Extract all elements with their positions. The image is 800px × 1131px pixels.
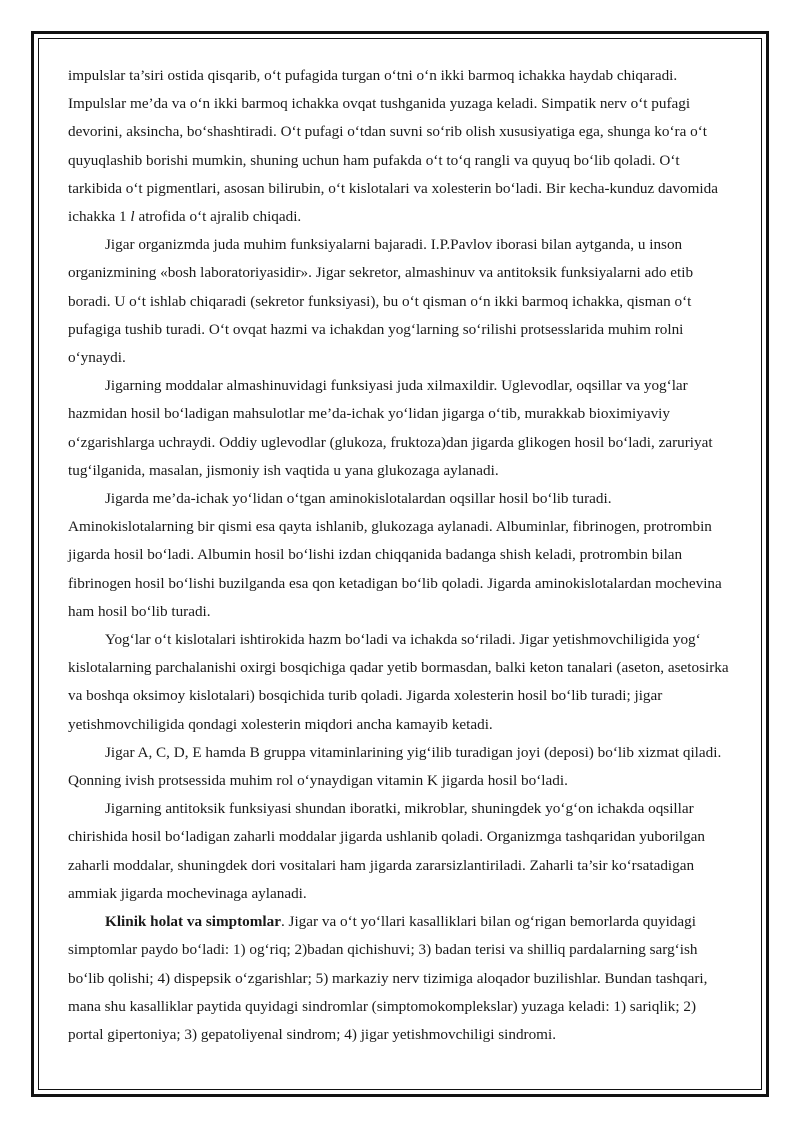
paragraph-4: Jigarda me’da-ichak yo‘lidan o‘tgan aminokislotalardan oqsillar hosil bo‘lib turadi. Aminokislotalarning bir qismi esa qayta ishlanib, glukozaga aylanadi. Albuminlar, fibrinogen, protrombin jigarda hosil bo‘ladi. Albumin hosil bo‘lishi izdan chiqqanida badanga shish keladi, protrombin bilan fibrinogen hosil bo‘lishi buzilganda esa qon ketadigan bo‘lib qoladi. Jigarda aminokislotalardan mochevina ham hosil bo‘lib turadi. xyxy=(68,490,722,620)
paragraph-6: Jigar A, C, D, E hamda B gruppa vitaminlarining yig‘ilib turadigan joyi (deposi) bo‘lib xizmat qiladi. Qonning ivish protsessida muhim rol o‘ynaydigan vitamin K jigarda hosil bo‘ladi. xyxy=(68,743,722,790)
paragraph-8-text: . Jigar va o‘t yo‘llari kasalliklari bilan og‘rigan bemorlarda quyidagi simptomlar paydo bo‘ladi: 1) og‘riq; 2)badan qichishuvi; 3) badan terisi va shilliq pardalarning sarg‘ish bo‘lib qolishi; 4) dispepsik o‘zgarishlar; 5) markaziy nerv tizimiga aloqador buzilishlar. Bundan tashqari, mana shu kasalliklar paytida quyidagi sindromlar (simptomokomplekslar) yuzaga keladi: 1) sariqlik; 2) portal gipertoniya; 3) gepatoliyenal sindrom; 4) jigar yetishmovchiligi sindromi. xyxy=(68,913,708,1043)
section-heading: Klinik holat va simptomlar xyxy=(105,913,281,931)
paragraph-1-text: impulslar ta’siri ostida qisqarib, o‘t pufagida turgan o‘tni o‘n ikki barmoq ichakka haydab chiqaradi. Impulslar me’da va o‘n ikki barmoq ichakka ovqat tushganida yuzaga keladi. Simpatik nerv o‘t pufagi devorini, aksincha, bo‘shashtiradi. O‘t pufagi o‘tdan suvni so‘rib olish xususiyatiga ega, shunga ko‘ra o‘t quyuqlashib borishi mumkin, shuning uchun ham pufakda o‘t to‘q rangli va quyuq bo‘lib qoladi. O‘t tarkibida o‘t pigmentlari, asosan bilirubin, o‘t kislotalari va xolesterin bo‘ladi. Bir kecha-kunduz davomida ichakka 1 xyxy=(68,67,718,226)
document-body xyxy=(68,62,735,1049)
paragraph-3: Jigarning moddalar almashinuvidagi funksiyasi juda xilmaxildir. Uglevodlar, oqsillar va yog‘lar hazmidan hosil bo‘ladigan mahsulotlar me’da-ichak yo‘lidan jigarga o‘tib, murakkab bioximiyaviy o‘zgarishlarga uchraydi. Oddiy uglevodlar (glukoza, fruktoza)dan jigarda glikogen hosil bo‘ladi, zaruriyat tug‘ilganida, masalan, jismoniy ish vaqtida u yana glukozaga aylanadi. xyxy=(68,377,713,479)
paragraph-2: Jigar organizmda juda muhim funksiyalarni bajaradi. I.P.Pavlov iborasi bilan aytganda, u inson organizmining «bosh laboratoriyasidir». Jigar sekretor, almashinuv va antitoksik funksiyalarni ado etib boradi. U o‘t ishlab chiqaradi (sekretor funksiyasi), bu o‘t qisman o‘n ikki barmoq ichakka, qisman o‘t pufagiga tushib turadi. O‘t ovqat hazmi va ichakdan yog‘larning so‘rilishi protsesslarida muhim rolni o‘ynaydi. xyxy=(68,236,694,367)
unit-liter: l xyxy=(130,208,135,226)
paragraph-5: Yog‘lar o‘t kislotalari ishtirokida hazm bo‘ladi va ichakda so‘riladi. Jigar yetishmovchiligida yog‘ kislotalarning parchalanishi oxirgi bosqichiga qadar yetib bormasdan, balki keton tanalari (aseton, asetosirka va boshqa oksimoy kislotalari) bosqichida turib qoladi. Jigarda xolesterin hosil bo‘lib turadi; jigar yetishmovchiligida qondagi xolesterin miqdori ancha kamayib ketadi. xyxy=(68,631,729,733)
paragraph-8 xyxy=(68,908,735,1049)
paragraph-1-tail: atrofida o‘t ajralib chiqadi. xyxy=(134,208,302,226)
paragraph-7: Jigarning antitoksik funksiyasi shundan iboratki, mikroblar, shuningdek yo‘g‘on ichakda oqsillar chirishida hosil bo‘ladigan zaharli moddalar jigarda ushlanib qoladi. Organizmga tashqaridan yuborilgan zaharli moddalar, shuningdek dori vositalari ham jigarda zararsizlantiriladi. Zaharli ta’sir ko‘rsatadigan ammiak jigarda mochevinaga aylanadi. xyxy=(68,800,705,902)
paragraph-1 xyxy=(68,62,735,231)
